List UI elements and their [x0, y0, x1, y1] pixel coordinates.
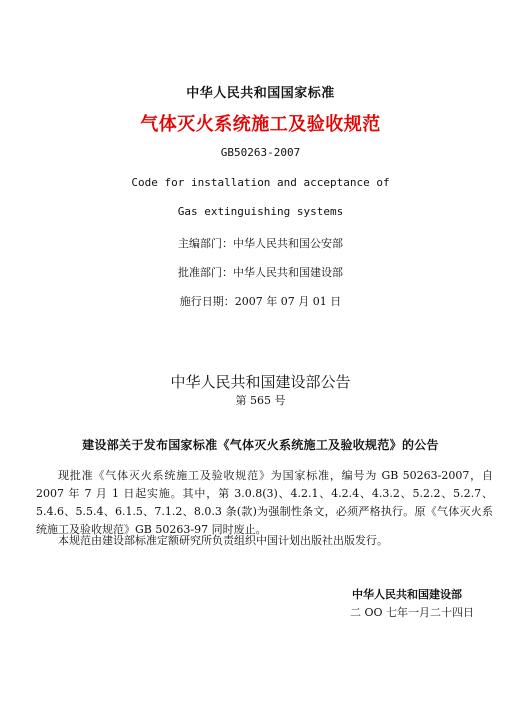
- effective-date: 施行日期：2007 年 07 月 01 日: [179, 295, 342, 308]
- english-title-line2: Gas extinguishing systems: [177, 205, 344, 218]
- notice-paragraph-1: 现批准《气体灭火系统施工及验收规范》为国家标准，编号为 GB 50263-2007，自 2007 年 7 月 1 日起实施。其中，第 3.0.8(3)、4.2.1、4.2.4、4.3.2、5.2.2、5.2.7、5.4.6、5.5.4、6.1.5、7.1.2、8.0.3 条(款)为强制性条文，必须严格执行。原《气体灭火系统施工及验收规范》GB 50263-97 同时废止。: [36, 469, 493, 536]
- signature-organization: 中华人民共和国建设部: [352, 588, 462, 601]
- announcement-title: 中华人民共和国建设部公告: [170, 373, 351, 391]
- chief-department: 主编部门：中华人民共和国公安部: [178, 237, 343, 250]
- signature-date: 二 OO 七年一月二十四日: [350, 606, 475, 619]
- notice-title: 建设部关于发布国家标准《气体灭火系统施工及验收规范》的公告: [82, 438, 439, 452]
- announcement-number: 第 565 号: [235, 394, 286, 407]
- standard-title: 气体灭火系统施工及验收规范: [140, 114, 381, 135]
- approving-department: 批准部门：中华人民共和国建设部: [178, 266, 343, 279]
- standard-type-heading: 中华人民共和国国家标准: [186, 86, 335, 101]
- english-title-line1: Code for installation and acceptance of: [131, 176, 390, 189]
- standard-code: GB50263-2007: [220, 146, 301, 159]
- notice-paragraph-2: 本规范由建设部标准定额研究所负责组织中国计划出版社出版发行。: [58, 534, 388, 547]
